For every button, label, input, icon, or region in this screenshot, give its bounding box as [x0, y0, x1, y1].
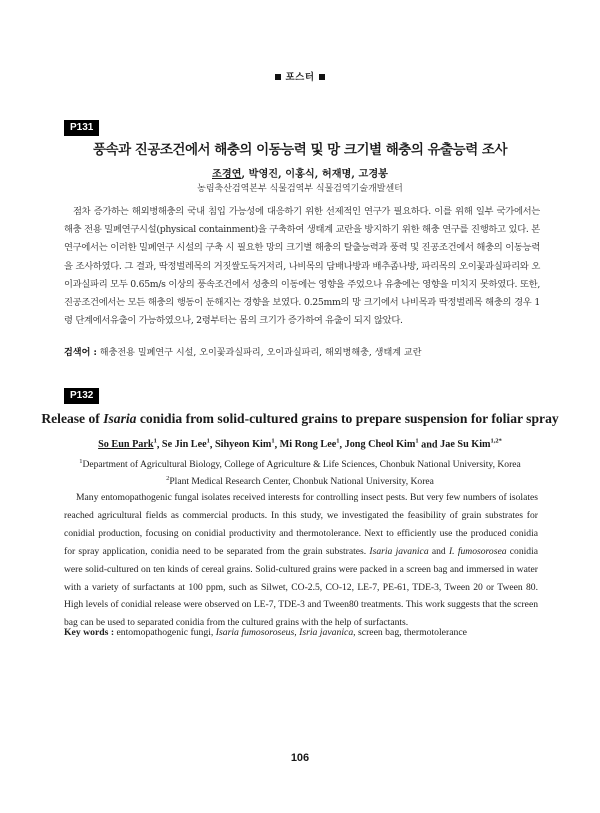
keywords-text: screen bag, thermotolerance: [355, 627, 467, 638]
author: [215, 439, 275, 450]
keywords-label: Key words :: [64, 627, 115, 638]
affiliations: [0, 455, 600, 489]
abstract-title: 풍속과 진공조건에서 해충의 이동능력 및 망 크기별 해충의 유출능력 조사: [92, 142, 508, 158]
author: [345, 439, 419, 450]
species-name: I. fumosorosea: [448, 545, 507, 557]
author-name: Se Jin Lee: [161, 439, 207, 451]
abstract-code-badge: P132: [64, 388, 99, 404]
author: [280, 439, 340, 450]
abstract-body: [64, 203, 540, 330]
author-name: So Eun Park: [98, 439, 154, 451]
abstract-text: 점차 증가하는 해외병해충의 국내 침입 가능성에 대응하기 위한 선제적인 연구가 필요하다. 이를 위해 일부 국가에서는 해충 전용 밀폐연구시설(physical containment)을 구축하여 생태계 교란을 방지하기 위한 해충 연구를 진행하고 있다. 본 연구에서는 이러한 밀폐연구 시설의 구축 시 필요한 망의 크기별 해충의 탈출능력과 풍력 및 진공조건에서 해충의 이동능력을 조사하였다. 그 결과, 딱정벌레목의 거짓쌀도둑거저리, 나비목의 담배나방과 배추좀나방, 파리목의 오이꽃과실파리와 오이과실파리 모두 0.65m/s 이상의 풍속조건에서 성충의 이동에는 영향을 주었으나 유충에는 영향을 미치지 못하였다. 또한, 진공조건에서는 모든 해충의 행동이 둔해지는 경향을 보였다. 0.25mm의 망 크기에서 나비목과 딱정벌레목 해충의 경우 1령 단계에서유출이 가능하였으나, 2령부터는 몸의 크기가 증가하여 유출이 되지 않았다.: [64, 206, 540, 327]
author-affiliation-mark: 1: [415, 438, 419, 445]
abstract-text: conidia were solid-cultured on ten kinds of cereal grains. Solid-cultured grains were packed in a screen bag and immersed in water with a variety of surfactants at 100 ppm, such as Silwet, CO-2.5, CO-12, LE-7, PE-61, TDE-3, Tween 20 or Tween 80. High levels of conidial release were observed on LE-7, TDE-3 and Tween80 treatments. This work suggests that the screen bag can be used to separated conidia from the cultured grains with the help of surfactants.: [64, 545, 539, 629]
affiliation: 농림축산검역본부 식물검역부 식물검역기술개발센터: [197, 184, 403, 194]
author-affiliation-mark: 1,2*: [490, 438, 502, 445]
keywords-text: 해충전용 밀폐연구 시설, 오이꽃과실파리, 오이과실파리, 해외병해충, 생태계 교란: [99, 348, 422, 358]
affiliation-2: $^2$Plant Medical Research Center, Chonbuk National University, Korea: [166, 475, 434, 488]
abstract-text: Many entomopathogenic fungal isolates received interests for controlling insect pests. But very few numbers of isolates reached agricultural fields as commercial products. In this study, we investigated the feasibility of grain substrates for conidial production, focusing on conidial productivity and thermotolerance. Next to efficiently use the produced conidia for spray application, conidia need to be separated from the grain substrates.: [64, 492, 538, 557]
author: [98, 439, 157, 450]
genus-name: Isaria: [103, 411, 137, 426]
species-name: Isaria javanica: [369, 545, 429, 557]
author-affiliation-mark: 1: [153, 438, 157, 445]
affiliation-1: $^1$Department of Agricultural Biology, College of Agriculture & Life Sciences, Chonbuk National University, Korea: [79, 458, 521, 471]
affiliation-1-text: Department of Agricultural Biology, College of Agriculture & Life Sciences, Chonbuk National University, Korea: [82, 459, 521, 471]
author-list: So Eun Park$^1$, Se Jin Lee$^1$, Sihyeon Kim$^1$, Mi Rong Lee$^1$, Jong Cheol Kim$^1$ and Jae Su Kim$^{1,2*}$: [98, 438, 502, 451]
author-affiliation-mark: 1: [271, 438, 275, 445]
author: [440, 439, 502, 450]
author-name: Mi Rong Lee: [279, 439, 337, 451]
abstract-body: [64, 489, 538, 632]
page-number: 106: [290, 752, 310, 764]
section-header: [0, 69, 600, 83]
square-bullet-icon: [319, 74, 325, 80]
title-part: conidia from solid-cultured grains to prepare suspension for foliar spray: [136, 411, 559, 426]
author-name: Sihyeon Kim: [214, 439, 272, 451]
author: [162, 439, 210, 450]
affiliation-2-text: Plant Medical Research Center, Chonbuk National University, Korea: [169, 476, 434, 488]
keywords-species: Isaria fumosoroseus, Isria javanica,: [215, 627, 356, 638]
author-name: Jae Su Kim: [440, 439, 491, 451]
presenting-author: 조경연: [212, 168, 242, 180]
section-header-label: 포스터: [285, 72, 315, 83]
abstract-text: and: [428, 545, 449, 557]
abstract-title: [0, 411, 600, 427]
abstract-code-badge: P131: [64, 120, 99, 136]
title-part: Release of: [41, 411, 104, 426]
author-affiliation-mark: 1: [336, 438, 340, 445]
co-authors: , 박영진, 이홍식, 허재명, 고경봉: [241, 168, 388, 180]
square-bullet-icon: [275, 74, 281, 80]
keywords: [64, 627, 544, 638]
author-name: Jong Cheol Kim: [344, 439, 416, 451]
author-affiliation-mark: 1: [206, 438, 210, 445]
keywords-label: 검색어 :: [64, 347, 97, 358]
author-list: [0, 165, 600, 180]
keywords: [64, 345, 540, 358]
keywords-text: entomopathogenic fungi,: [114, 627, 216, 638]
